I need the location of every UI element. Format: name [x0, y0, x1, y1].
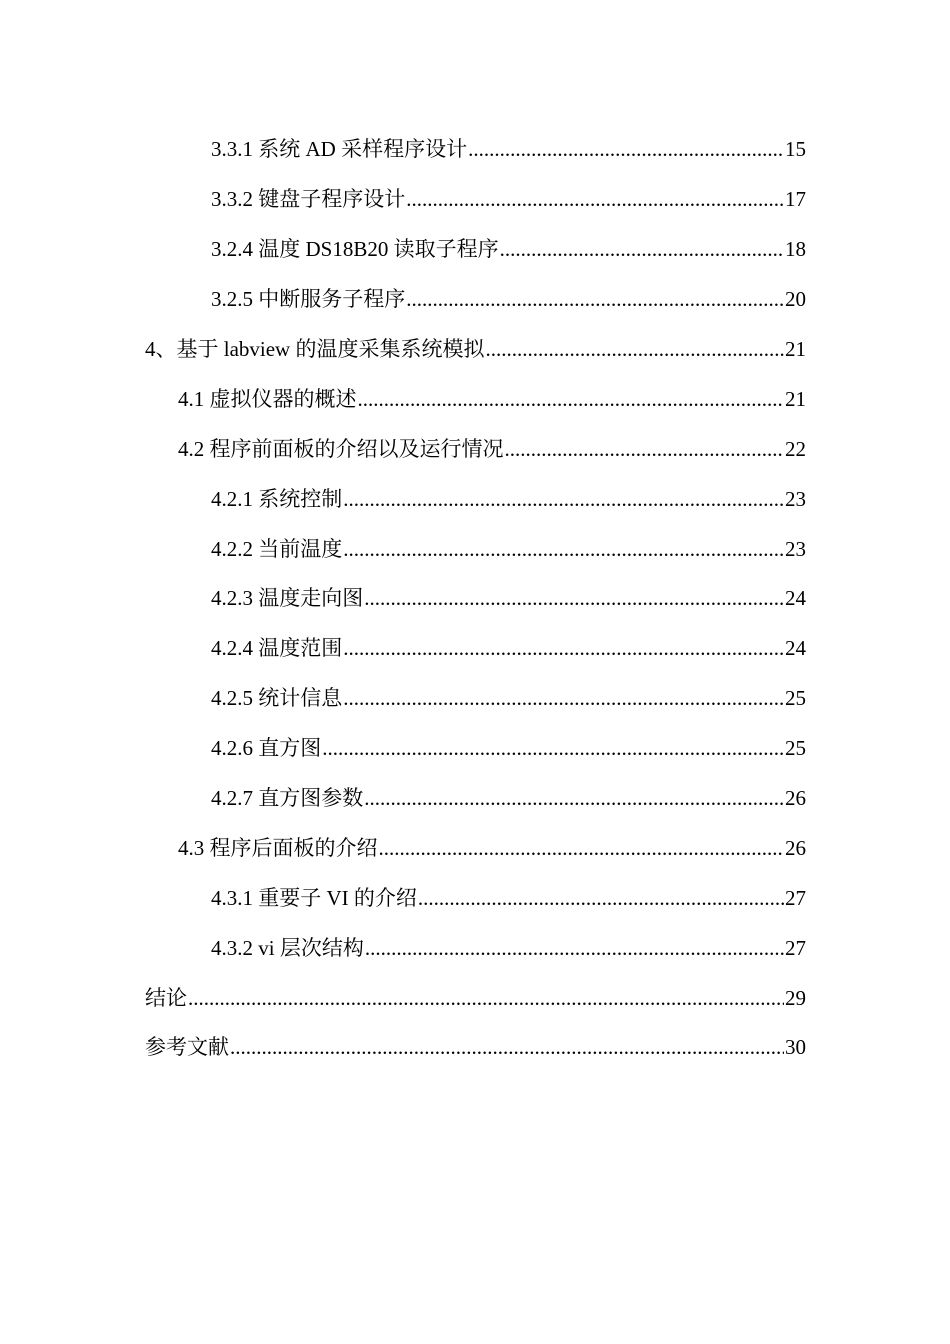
toc-entry[interactable]	[0, 424, 806, 474]
toc-entry[interactable]	[0, 374, 806, 424]
toc-page-number: 26	[785, 835, 806, 860]
toc-entry-title: 4.2.1 系统控制	[211, 486, 343, 511]
toc-entry-title: 4.2.5 统计信息	[211, 686, 343, 711]
toc-entry[interactable]	[0, 125, 806, 175]
toc-entry-title: 4.2.2 当前温度	[211, 536, 343, 561]
toc-entry[interactable]	[0, 1023, 806, 1073]
toc-dot-leader	[364, 788, 784, 809]
toc-dot-leader	[505, 439, 785, 460]
toc-entry-title: 4.3.1 重要子 VI 的介绍	[211, 885, 417, 910]
toc-entry[interactable]	[0, 973, 806, 1023]
toc-dot-leader	[500, 239, 784, 260]
toc-entry[interactable]	[0, 474, 806, 524]
toc-dot-leader	[485, 339, 784, 360]
toc-page-number: 27	[785, 935, 806, 960]
toc-page-number: 20	[785, 287, 806, 312]
toc-entry[interactable]	[0, 225, 806, 275]
toc-entry[interactable]	[0, 325, 806, 375]
toc-entry-title: 4.3.2 vi 层次结构	[211, 935, 364, 960]
toc-entry-title: 3.2.5 中断服务子程序	[211, 287, 406, 312]
toc-page-number: 17	[785, 187, 806, 212]
toc-dot-leader	[468, 139, 784, 160]
toc-page-number: 22	[785, 436, 806, 461]
toc-dot-leader	[379, 838, 785, 859]
toc-entry[interactable]	[0, 175, 806, 225]
toc-entry-title: 结论	[145, 985, 187, 1010]
table-of-contents	[0, 125, 950, 1073]
toc-entry[interactable]	[0, 275, 806, 325]
toc-page-number: 29	[785, 985, 806, 1010]
toc-dot-leader	[322, 738, 784, 759]
toc-entry-title: 4.2.6 直方图	[211, 736, 322, 761]
toc-page-number: 27	[785, 885, 806, 910]
toc-dot-leader	[365, 938, 784, 959]
toc-entry[interactable]	[0, 574, 806, 624]
toc-entry[interactable]	[0, 624, 806, 674]
toc-page-number: 30	[785, 1035, 806, 1060]
toc-page-number: 21	[785, 337, 806, 361]
toc-dot-leader	[230, 1037, 784, 1058]
toc-entry-title: 3.3.2 键盘子程序设计	[211, 187, 406, 212]
toc-entry-title: 4.2.3 温度走向图	[211, 586, 364, 611]
toc-entry[interactable]	[0, 524, 806, 574]
toc-dot-leader	[343, 539, 784, 560]
toc-entry-title: 3.3.1 系统 AD 采样程序设计	[211, 137, 468, 162]
toc-entry-title: 4.1 虚拟仪器的概述	[178, 386, 357, 411]
toc-entry-title: 3.2.4 温度 DS18B20 读取子程序	[211, 237, 499, 262]
toc-entry-title: 参考文献	[145, 1035, 229, 1060]
toc-entry[interactable]	[0, 923, 806, 973]
toc-entry-title: 4.2.7 直方图参数	[211, 786, 364, 811]
toc-page-number: 26	[785, 786, 806, 811]
toc-page-number: 21	[785, 386, 806, 411]
toc-entry-title: 4.3 程序后面板的介绍	[178, 835, 378, 860]
toc-page-number: 18	[785, 237, 806, 262]
toc-entry-title: 4.2.4 温度范围	[211, 636, 343, 661]
toc-dot-leader	[343, 489, 784, 510]
toc-page-number: 23	[785, 536, 806, 561]
toc-page-number: 24	[785, 586, 806, 611]
toc-dot-leader	[406, 189, 784, 210]
toc-page-number: 24	[785, 636, 806, 661]
toc-entry-title: 4.2 程序前面板的介绍以及运行情况	[178, 436, 504, 461]
toc-dot-leader	[358, 389, 785, 410]
toc-page-number: 15	[785, 137, 806, 162]
toc-entry[interactable]	[0, 724, 806, 774]
toc-page-number: 23	[785, 486, 806, 511]
toc-dot-leader	[343, 688, 784, 709]
toc-entry[interactable]	[0, 774, 806, 824]
toc-entry[interactable]	[0, 873, 806, 923]
toc-page-number: 25	[785, 686, 806, 711]
toc-dot-leader	[418, 888, 784, 909]
toc-dot-leader	[343, 638, 784, 659]
toc-dot-leader	[406, 289, 784, 310]
toc-dot-leader	[364, 588, 784, 609]
toc-page-number: 25	[785, 736, 806, 761]
toc-entry-title: 4、基于 labview 的温度采集系统模拟	[145, 337, 485, 361]
toc-entry[interactable]	[0, 823, 806, 873]
toc-dot-leader	[188, 988, 784, 1009]
toc-entry[interactable]	[0, 674, 806, 724]
